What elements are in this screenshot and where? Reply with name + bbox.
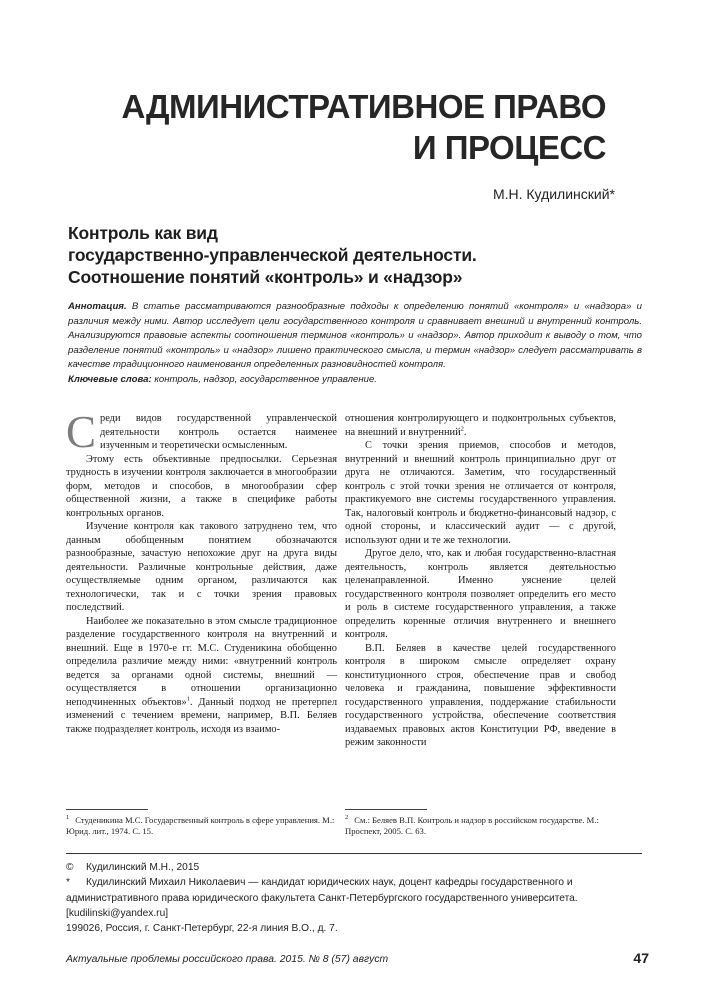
body-paragraph-5-text-b: . bbox=[463, 426, 467, 438]
copyright-line bbox=[66, 860, 646, 875]
body-paragraph-1-text: реди видов государственной управленческой деятельности контроль остается наименее изученным и теоретически осмысленным. bbox=[100, 413, 337, 451]
body-paragraph-1 bbox=[66, 407, 337, 457]
body-paragraph-4-text-b: . Данный подход не претерпел изменений с течением времени, например, В.П. Беляев также подразделяет контроль, исходя из взаимо- bbox=[66, 696, 337, 735]
body-column-left bbox=[66, 407, 337, 736]
body-paragraph-6: С точки зрения приемов, способов и методов, внутренний и внешний контроль принципиально друг от друга не отличаются. Заметим, что государственный контроль с этой точки зрения не отличается от контроля, практикуемого вне системы государственного управления. Так, налоговый контроль и бюджетно-финансовый надзор, с одной стороны, и классический аудит — с другой, используют одни и те же технологии. bbox=[345, 440, 616, 546]
article-title-line-2: государственно-управленческой деятельности. bbox=[68, 245, 477, 265]
section-title-line-2: И ПРОЦЕСС bbox=[412, 129, 606, 166]
abstract-paragraph bbox=[68, 300, 642, 373]
author-name: М.Н. Кудилинский* bbox=[492, 186, 615, 202]
body-paragraph-8: В.П. Беляев в качестве целей государственного контроля в широком смысле определяет охрану конституционного строя, обеспечение прав и свобод человека и гражданина, повышение эффективности государственного управления, поддержание стабильности государственного устройства, обеспечение соответствия издаваемых правовых актов Конституции РФ, введение в режим законности bbox=[345, 642, 616, 748]
journal-citation: Актуальные проблемы российского права. 2015. № 8 (57) август bbox=[66, 954, 389, 965]
body-paragraph-4-text-a: Наиболее же показательно в этом смысле традиционное разделение государственного контроля на внутренний и внешний. Еще в 1970-е гг. М.С. Студеникина обобщенно определила различие между ними: «внутренний контроль ведется за органами одной системы, внешний — осуществляется в отношении организационно неподчиненных объектов» bbox=[66, 615, 337, 708]
footnote-2-number: 2 bbox=[345, 814, 349, 821]
footnote-ref-1[interactable]: 1 bbox=[186, 695, 191, 703]
author-info-text: Кудилинский Михаил Николаевич — кандидат юридических наук, доцент кафедры государственного и административного права юридического факультета Санкт-Петербургского государственного университета. bbox=[66, 877, 578, 904]
keywords-paragraph bbox=[68, 373, 642, 388]
body-column-right bbox=[345, 412, 616, 750]
footnote-rule-left bbox=[66, 809, 148, 810]
author-meta bbox=[66, 860, 646, 936]
body-paragraph-5 bbox=[345, 412, 616, 439]
body-paragraph-7: Другое дело, что, как и любая государственно-властная деятельность, контроль является деятельностью целенаправленной. Именно уяснение целей государственного контроля позволяет определить его место и роль в системе государственного управления, а также определить коренные отличия внутреннего и внешнего контроля. bbox=[345, 548, 616, 640]
keywords-label: Ключевые слова: bbox=[68, 373, 152, 385]
keywords-text: контроль, надзор, государственное управление. bbox=[151, 373, 377, 385]
article-title bbox=[68, 222, 628, 288]
footnote-rule-right bbox=[345, 809, 427, 810]
body-paragraph-5-text-a: отношения контролирующего и подконтрольных субъектов, на внешний и внутренний bbox=[345, 413, 616, 438]
copyright-text: Кудилинский М.Н., 2015 bbox=[86, 862, 200, 873]
author-email[interactable]: [kudilinski@yandex.ru] bbox=[66, 907, 169, 919]
abstract-text: В статье рассматриваются разнообразные подходы к определению понятий «контроля» и «надзора» и различия между ними. Автор исследует цели государственного контроля и сравнивает внешний и внутренний контроль. Анализируются правовые аспекты соотношения терминов «контроль» и «надзор». Автор приходит к выводу о том, что разделение понятий «контроль» и «надзор» лишено практического смысла, и термин «надзор» следует рассматривать в качестве традиционного наименования определенных разновидностей контроля. bbox=[68, 301, 642, 371]
abstract-label: Аннотация. bbox=[68, 301, 127, 312]
section-title-line-1: АДМИНИСТРАТИВНОЕ ПРАВО bbox=[121, 88, 606, 125]
footnote-1-number: 1 bbox=[66, 814, 70, 821]
article-title-line-3: Соотношение понятий «контроль» и «надзор» bbox=[68, 267, 463, 287]
copyright-symbol: © bbox=[66, 862, 74, 873]
footnote-2-text: См.: Беляев В.П. Контроль и надзор в российском государстве. М.: Проспект, 2005. С. 63. bbox=[345, 814, 599, 837]
footnote-1 bbox=[66, 812, 337, 838]
footnote-2 bbox=[345, 812, 616, 838]
asterisk-symbol: * bbox=[66, 877, 70, 889]
footnote-ref-2[interactable]: 2 bbox=[460, 425, 464, 433]
body-paragraph-2: Этому есть объективные предпосылки. Серьезная трудность в изучении контроля заключается в многообразии форм, методов и способов, в многообразии сфер общественной жизни, а также в специфике работы контрольных органов. bbox=[66, 453, 337, 519]
article-title-line-1: Контроль как вид bbox=[68, 223, 218, 243]
body-paragraph-4 bbox=[66, 615, 337, 737]
footnote-1-text: Студеникина М.С. Государственный контроль в сфере управления. М.: Юрид. лит., 1974. С. 15. bbox=[66, 814, 335, 837]
section-title bbox=[121, 86, 606, 168]
author-address: 199026, Россия, г. Санкт-Петербург, 22-я линия В.О., д. 7. bbox=[66, 923, 338, 935]
page-number: 47 bbox=[633, 950, 649, 966]
meta-divider bbox=[66, 853, 642, 854]
author-info-line bbox=[66, 875, 646, 906]
body-paragraph-3: Изучение контроля как такового затруднено тем, что данным обобщенным понятием обозначаются разнообразные, зачастую непохожие друг на друга виды деятельности. Различные контрольные действия, даже осуществляемые одним органом, различаются как технологически, так и с точки зрения правовых последствий. bbox=[66, 521, 337, 613]
abstract bbox=[68, 300, 642, 388]
drop-cap: С bbox=[66, 407, 97, 457]
